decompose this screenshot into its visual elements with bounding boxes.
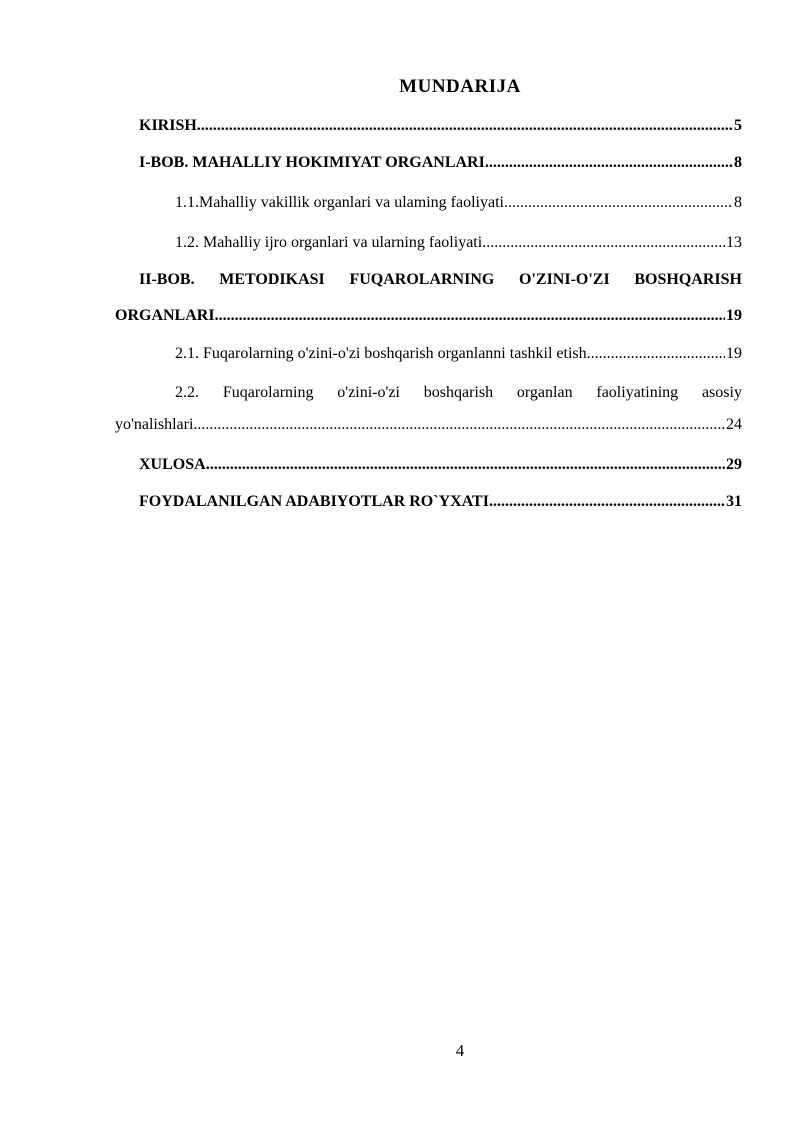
toc-entry-label: FOYDALANILGAN ADABIYOTLAR RO`YXATI <box>139 493 489 510</box>
toc-word: II-BOB. <box>139 271 195 288</box>
dot-leader <box>504 193 733 213</box>
toc-entry-label: KIRISH <box>139 117 197 134</box>
toc-entry-section-1-1 <box>175 193 742 213</box>
toc-entry-kirish <box>139 116 742 136</box>
toc-entry-page: 13 <box>726 234 742 251</box>
toc-entry-section-2-1 <box>175 344 742 364</box>
dot-leader <box>482 233 725 253</box>
dot-leader <box>206 455 725 475</box>
toc-word: METODIKASI <box>219 271 325 288</box>
toc-entry-section-2-2-line-2 <box>115 415 742 435</box>
toc-title: MUNDARIJA <box>399 76 521 97</box>
toc-entry-label: XULOSA <box>139 456 206 473</box>
dot-leader <box>215 306 725 326</box>
toc-word: Fuqarolarning <box>222 384 314 401</box>
dot-leader <box>587 344 725 364</box>
toc-entry-label: ORGANLARI <box>115 307 215 324</box>
toc-entry-chapter-2-line-2 <box>115 306 742 326</box>
toc-entry-page: 5 <box>734 117 742 134</box>
dot-leader <box>197 116 733 136</box>
toc-word: organlan <box>516 384 573 401</box>
toc-entry-label: Mahalliy vakillik organlari va ulaming faoliyati <box>199 194 504 211</box>
toc-entry-page: 31 <box>726 493 742 510</box>
dot-leader <box>193 415 725 435</box>
dot-leader <box>489 492 725 512</box>
toc-entry-page: 24 <box>726 416 742 433</box>
toc-word: boshqarish <box>423 384 494 401</box>
toc-entry-number: 1.1. <box>175 194 199 211</box>
toc-entry-section-2-2-line-1 <box>175 383 742 403</box>
toc-word: faoliyatining <box>596 384 679 401</box>
toc-entry-page: 8 <box>734 154 742 171</box>
toc-entry-chapter-1 <box>139 153 742 173</box>
toc-entry-xulosa <box>139 455 742 475</box>
toc-entry-chapter-2-line-1 <box>139 270 742 290</box>
toc-entry-section-1-2 <box>175 233 742 253</box>
toc-entry-page: 29 <box>726 456 742 473</box>
toc-entry-page: 8 <box>734 194 742 211</box>
toc-entry-page: 19 <box>726 345 742 362</box>
toc-entry-label: yo'nalishlari <box>115 416 194 433</box>
toc-entry-page: 19 <box>726 307 742 324</box>
toc-entry-label: 1.2. Mahalliy ijro organlari va ularning faoliyati <box>175 234 483 251</box>
toc-entry-label: 2.1. Fuqarolarning o'zini-o'zi boshqarish organlanni tashkil etish <box>175 345 587 362</box>
toc-entry-label: I-BOB. MAHALLIY HOKIMIYAT ORGANLARI <box>139 154 485 171</box>
toc-word: O'ZINI-O'ZI <box>519 271 610 288</box>
toc-word: o'zini-o'zi <box>337 384 400 401</box>
page-number: 4 <box>455 1041 465 1060</box>
dot-leader <box>485 153 733 173</box>
toc-word: 2.2. <box>175 384 199 401</box>
toc-entry-bibliography <box>139 492 742 512</box>
toc-word: asosiy <box>701 384 742 401</box>
toc-word: FUQAROLARNING <box>349 271 495 288</box>
toc-word: BOSHQARISH <box>634 271 742 288</box>
